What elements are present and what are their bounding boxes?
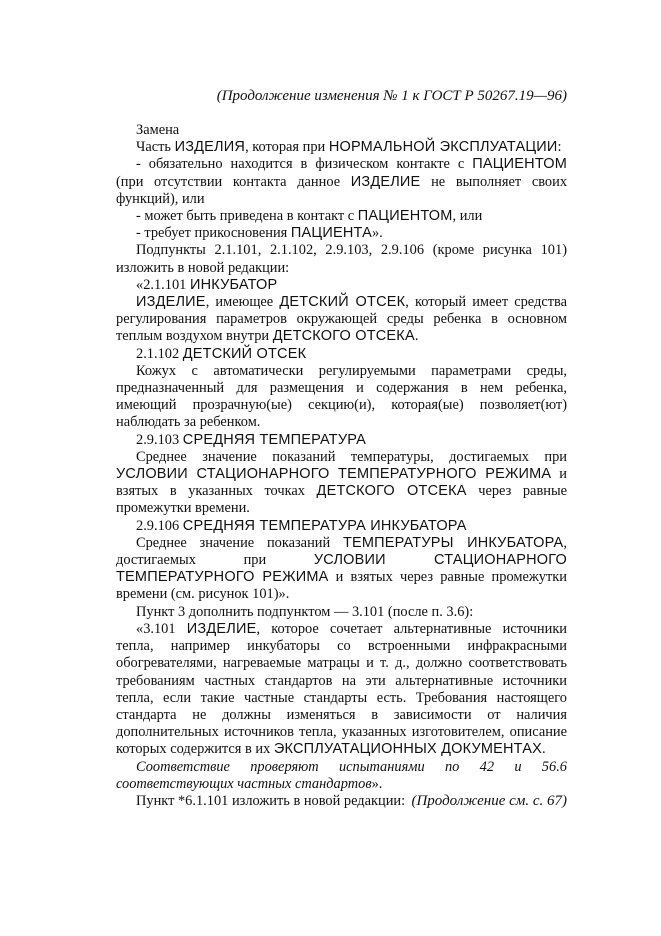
text-run: Часть xyxy=(136,139,175,156)
defined-term: ИЗДЕЛИЕ xyxy=(136,294,206,311)
text-run: Подпункты 2.1.101, 2.1.102, 2.9.103, 2.9.106 (кроме рисунка 101) изложить в новой редакции: xyxy=(116,242,567,276)
paragraph xyxy=(116,277,567,294)
italic-text: Соответствие проверяют испытаниями по 42 и 56.6 соответствующих частных стандартов xyxy=(116,758,567,792)
paragraph xyxy=(116,432,567,449)
paragraph xyxy=(116,294,567,346)
defined-term: СРЕДНЯЯ ТЕМПЕРАТУРА ИНКУБАТОРА xyxy=(182,517,467,534)
defined-term: ДЕТСКИЙ ОТСЕК xyxy=(182,345,307,362)
paragraph xyxy=(116,759,567,793)
defined-term: ИЗДЕЛИЕ xyxy=(186,620,257,637)
defined-term: ИЗДЕЛИЯ xyxy=(174,139,246,156)
text-run: Среднее значение показаний температуры, достигаемых при xyxy=(136,448,567,465)
text-run: , который имеет средства регулирования параметров окружающей среды ребенка в основном теплым воздухом внутри xyxy=(116,294,567,345)
text-run: 2.9.106 xyxy=(136,517,183,534)
defined-term: ДЕТСКОГО ОТСЕКА xyxy=(316,483,467,500)
text-run: , имеющее xyxy=(205,294,280,311)
text-run: 2.9.103 xyxy=(136,431,183,448)
text-run: Замена xyxy=(136,122,180,138)
paragraph xyxy=(116,122,567,139)
text-run: , которая при xyxy=(245,139,329,156)
continuation-footer: (Продолжение см. с. 67) xyxy=(411,793,567,809)
text-run: - обязательно находится в физическом контакте с xyxy=(136,156,473,173)
paragraph xyxy=(116,242,567,276)
text-run: Пункт 3 дополнить подпунктом — 3.101 (после п. 3.6): xyxy=(136,603,474,620)
text-run: и взятых в указанных точках xyxy=(116,466,567,500)
document-body xyxy=(116,122,567,810)
paragraph xyxy=(116,346,567,363)
paragraph xyxy=(116,621,567,759)
paragraph xyxy=(116,535,567,604)
text-run: , или xyxy=(452,208,483,225)
paragraph xyxy=(116,139,567,156)
text-run: Среднее значение показаний xyxy=(136,534,343,551)
defined-term: ПАЦИЕНТОМ xyxy=(357,208,453,225)
text-run: - может быть приведена в контакт с xyxy=(136,208,358,225)
text-run: и взятых через равные промежутки времени (см. рисунок 101)». xyxy=(116,569,567,603)
text-run: . xyxy=(414,328,419,345)
text-run: : xyxy=(557,139,562,156)
paragraph xyxy=(116,449,567,518)
defined-term: ПАЦИЕНТА xyxy=(290,225,372,242)
text-run: ». xyxy=(371,225,383,242)
paragraph xyxy=(116,604,567,621)
defined-term: ИНКУБАТОР xyxy=(189,276,278,293)
text-run: не выполняет своих функций), или xyxy=(116,173,568,207)
defined-term: СРЕДНЯЯ ТЕМПЕРАТУРА xyxy=(182,431,367,448)
text-run: 2.1.102 xyxy=(136,345,183,362)
paragraph xyxy=(116,363,567,432)
paragraph xyxy=(116,208,567,225)
text-run: - требует прикосновения xyxy=(136,225,291,242)
paragraph xyxy=(116,225,567,242)
defined-term: ПАЦИЕНТОМ xyxy=(472,156,567,173)
text-run: Пункт *6.1.101 изложить в новой редакции: xyxy=(136,792,406,809)
text-run: Кожух с автоматически регулируемыми параметрами среды, предназначенный для размещения и содержания в нем ребенка, имеющий прозрачную(ые) секцию(и), которая(ые) позволяет(ют) наблюдать за ребенком. xyxy=(116,362,567,431)
defined-term: ДЕТСКОГО ОТСЕКА xyxy=(272,328,415,345)
text-run: «3.101 xyxy=(136,620,187,637)
defined-term: УСЛОВИИ СТАЦИОНАРНОГО ТЕМПЕРАТУРНОГО РЕЖИМА xyxy=(116,552,567,586)
paragraph xyxy=(116,518,567,535)
text-run: «2.1.101 xyxy=(136,276,190,293)
text-run: , достигаемых при xyxy=(116,534,567,569)
defined-term: УСЛОВИИ СТАЦИОНАРНОГО ТЕМПЕРАТУРНОГО РЕЖИМА xyxy=(116,466,552,483)
text-run: ». xyxy=(371,775,383,792)
defined-term: ИЗДЕЛИЕ xyxy=(350,173,421,190)
defined-term: ДЕТСКИЙ ОТСЕК xyxy=(279,294,406,311)
text-run: . xyxy=(542,741,546,758)
defined-term: НОРМАЛЬНОЙ ЭКСПЛУАТАЦИИ xyxy=(328,139,558,156)
paragraph xyxy=(116,156,567,208)
text-run: , которое сочетает альтернативные источники тепла, например инкубаторы со встроенными инфракрасными обогревателями, нагреваемые матрацы и т. д., должно соответствовать требованиям частных стандартов на эти альтернативные источники тепла, если такие частные стандарты есть. Требования настоящего стандарта не должны изменяться в зависимости от наличия дополнительных источников тепла, указанных изготовителем, описание которых содержится в их xyxy=(116,620,568,758)
defined-term: ЭКСПЛУАТАЦИОННЫХ ДОКУМЕНТАХ xyxy=(273,741,542,758)
continuation-header: (Продолжение изменения № 1 к ГОСТ Р 50267.19—96) xyxy=(216,88,567,104)
text-run: (при отсутствии контакта данное xyxy=(116,173,351,190)
text-run: через равные промежутки времени. xyxy=(116,483,568,517)
defined-term: ТЕМПЕРАТУРЫ ИНКУБАТОРА xyxy=(342,534,564,551)
